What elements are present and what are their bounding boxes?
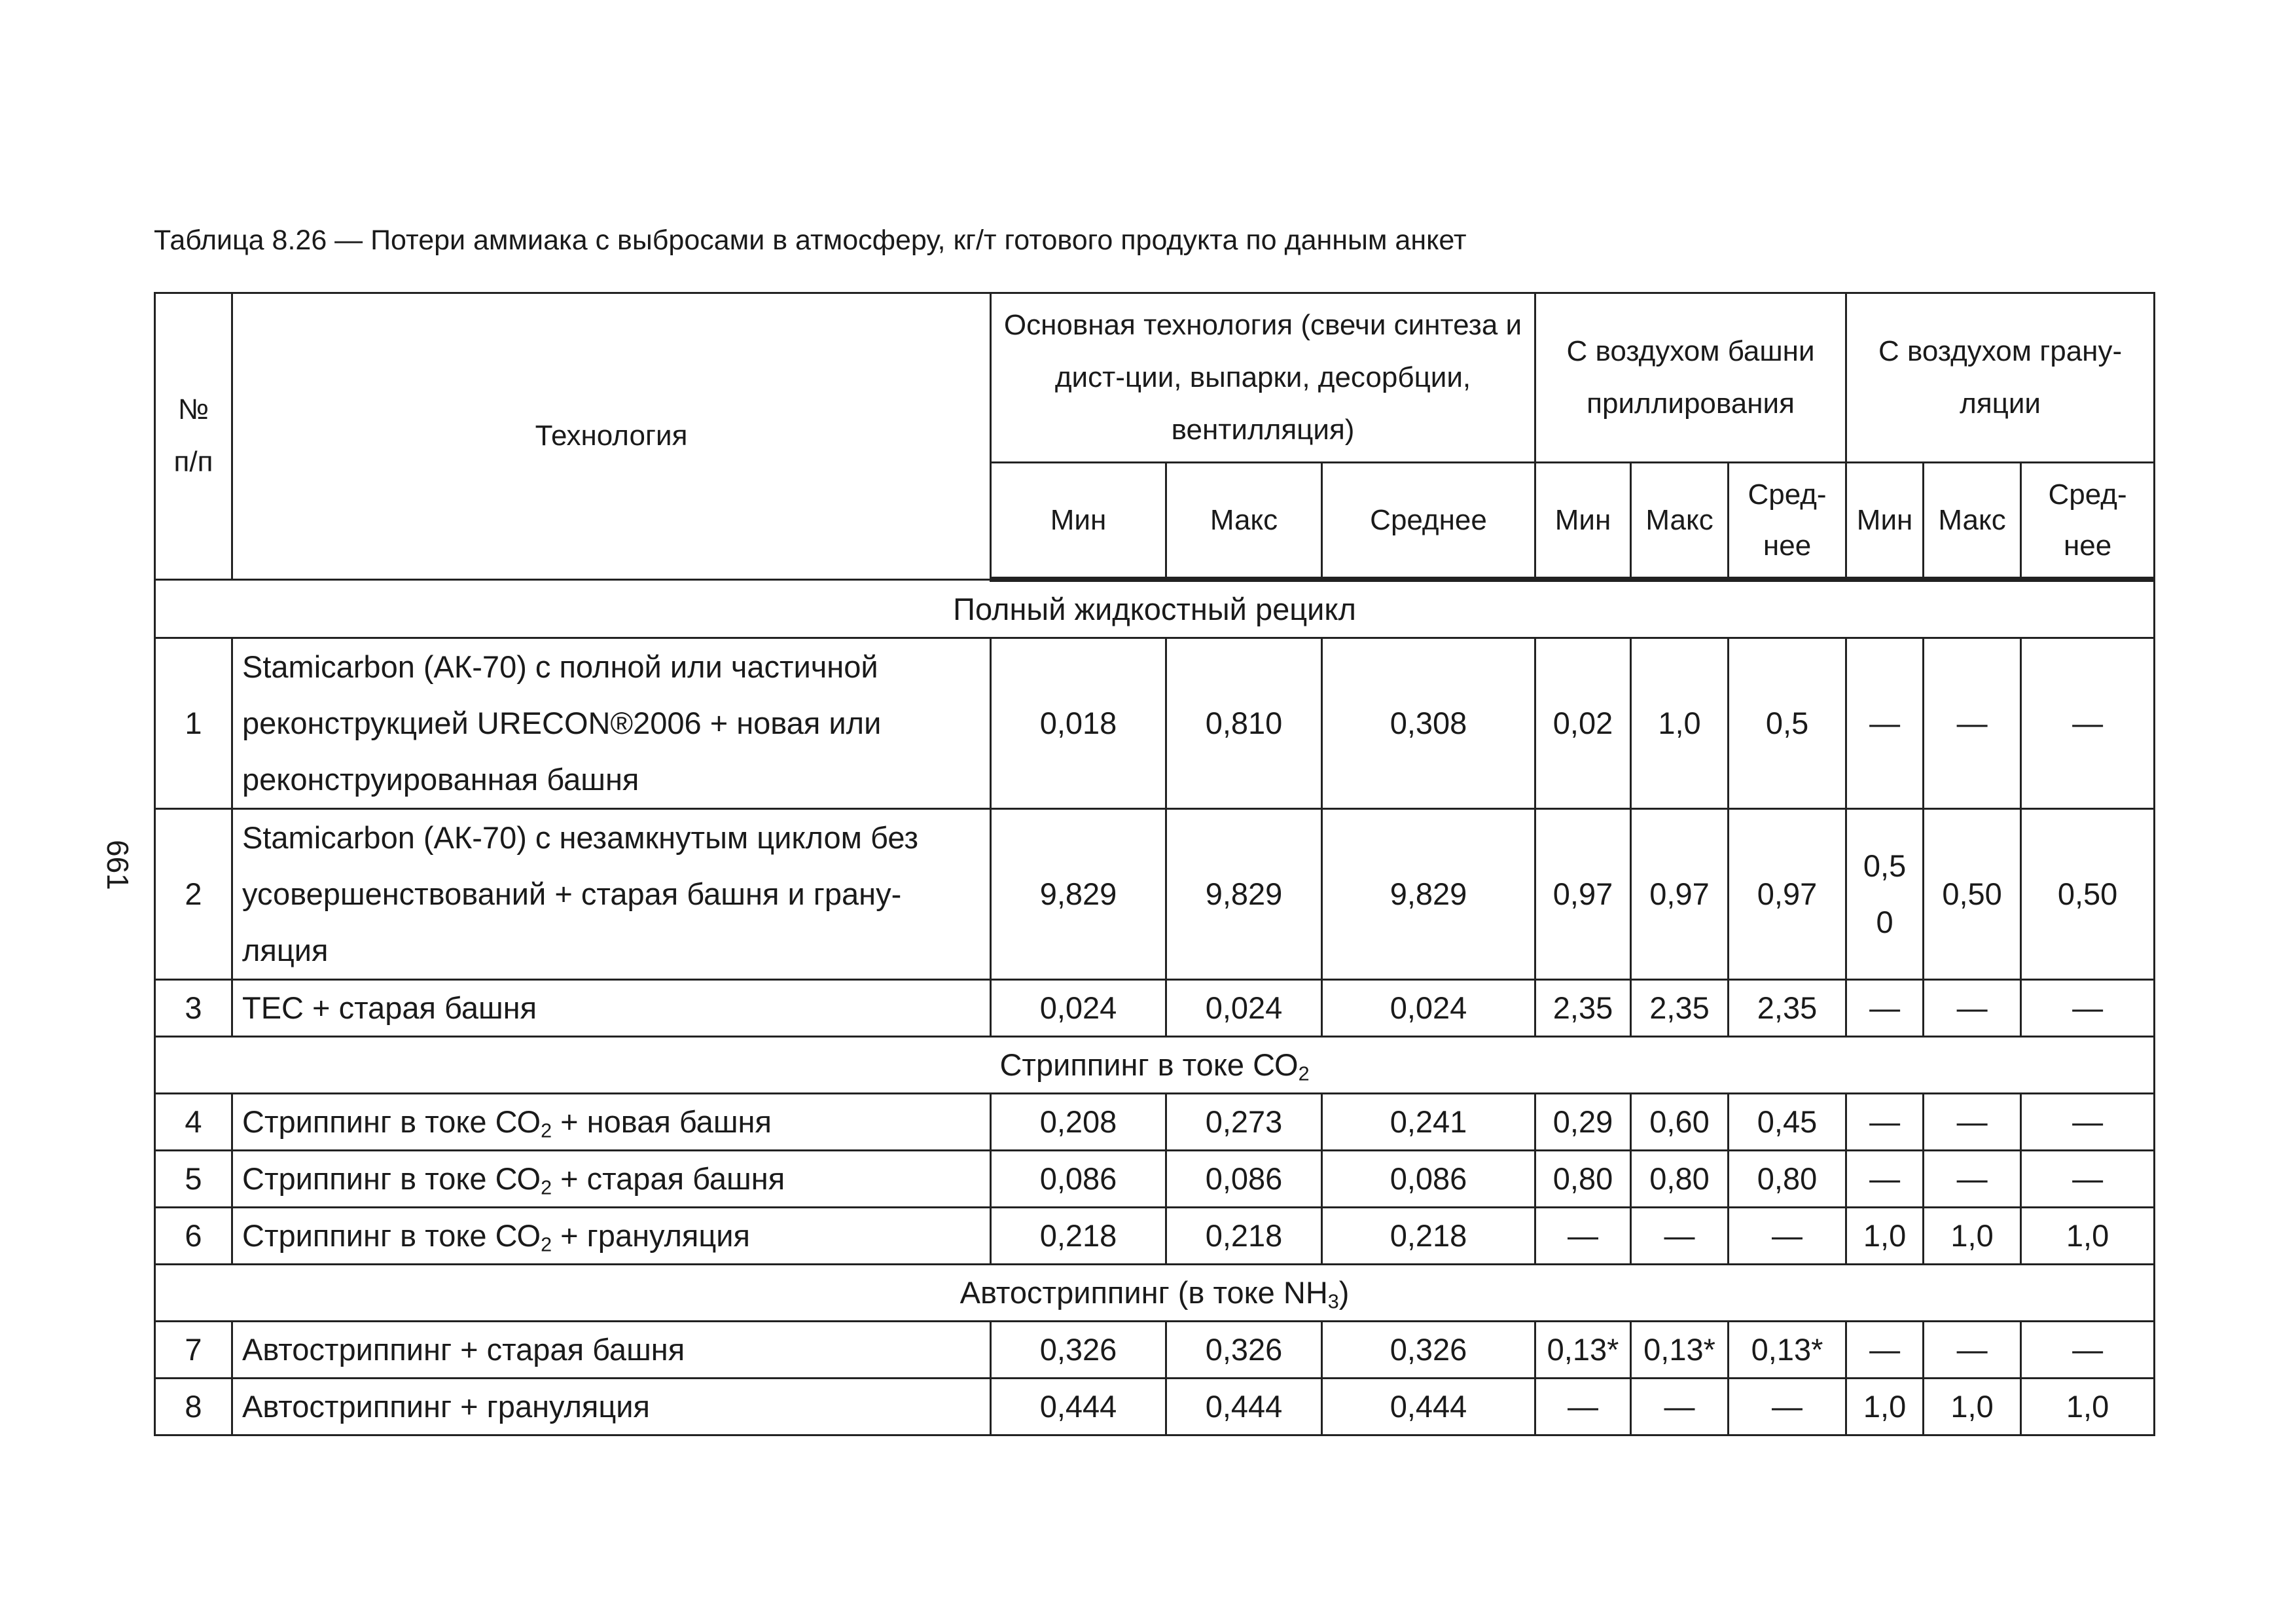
cell-prill-max: 0,97	[1631, 809, 1729, 980]
cell-gran-max: 0,50	[1924, 809, 2021, 980]
cell-gran-avg: 1,0	[2021, 1379, 2155, 1435]
cell-main-max: 0,024	[1166, 980, 1322, 1037]
cell-prill-max: 0,60	[1631, 1094, 1729, 1151]
row-num: 7	[155, 1322, 232, 1379]
row-num: 1	[155, 638, 232, 809]
cell-gran-min: 1,0	[1846, 1379, 1924, 1435]
cell-main-avg: 0,218	[1322, 1208, 1535, 1265]
cell-main-max: 0,444	[1166, 1379, 1322, 1435]
header-gran-avg: Сред-нее	[2021, 463, 2155, 580]
cell-main-avg: 0,444	[1322, 1379, 1535, 1435]
cell-main-min: 0,218	[991, 1208, 1166, 1265]
subscript: 2	[541, 1119, 552, 1142]
subscript: 3	[1327, 1290, 1339, 1313]
cell-prill-max: 0,13*	[1631, 1322, 1729, 1379]
cell-gran-max: —	[1924, 1322, 2021, 1379]
cell-prill-min: 0,02	[1535, 638, 1631, 809]
cell-main-min: 0,086	[991, 1151, 1166, 1208]
cell-main-max: 0,086	[1166, 1151, 1322, 1208]
row-technology	[232, 1208, 991, 1265]
cell-gran-max: —	[1924, 980, 2021, 1037]
row-num: 8	[155, 1379, 232, 1435]
header-main-max: Макс	[1166, 463, 1322, 580]
cell-gran-max: —	[1924, 1151, 2021, 1208]
row-technology: Автостриппинг + грануляция	[232, 1379, 991, 1435]
table-row	[155, 1208, 2155, 1265]
row-technology: Stamicarbon (АК-70) с полной или частичной реконструкцией URECON®2006 + новая или реконструированная башня	[232, 638, 991, 809]
cell-gran-max: 1,0	[1924, 1379, 2021, 1435]
row-technology: Автостриппинг + старая башня	[232, 1322, 991, 1379]
cell-main-min: 0,444	[991, 1379, 1166, 1435]
table-row	[155, 1322, 2155, 1379]
header-main-min: Мин	[991, 463, 1166, 580]
cell-main-avg: 0,308	[1322, 638, 1535, 809]
cell-prill-min: 0,97	[1535, 809, 1631, 980]
section-title-text: Стриппинг в токе СО	[999, 1047, 1299, 1082]
cell-main-avg: 0,024	[1322, 980, 1535, 1037]
cell-prill-min: 0,13*	[1535, 1322, 1631, 1379]
cell-gran-avg: —	[2021, 1151, 2155, 1208]
cell-gran-avg: —	[2021, 638, 2155, 809]
cell-main-min: 0,326	[991, 1322, 1166, 1379]
cell-prill-avg: 0,80	[1729, 1151, 1846, 1208]
header-technology: Технология	[232, 293, 991, 580]
subscript: 2	[541, 1233, 552, 1256]
cell-gran-avg: —	[2021, 980, 2155, 1037]
section-row	[155, 1265, 2155, 1322]
cell-main-avg: 0,086	[1322, 1151, 1535, 1208]
row-technology	[232, 1151, 991, 1208]
cell-main-min: 9,829	[991, 809, 1166, 980]
cell-prill-max: 1,0	[1631, 638, 1729, 809]
cell-main-min: 0,024	[991, 980, 1166, 1037]
row-technology	[232, 1094, 991, 1151]
cell-prill-max: —	[1631, 1208, 1729, 1265]
cell-main-avg: 0,326	[1322, 1322, 1535, 1379]
cell-gran-min: —	[1846, 1322, 1924, 1379]
tech-text: + новая башня	[552, 1104, 772, 1139]
row-num: 2	[155, 809, 232, 980]
cell-main-max: 0,326	[1166, 1322, 1322, 1379]
cell-main-max: 9,829	[1166, 809, 1322, 980]
cell-gran-min: —	[1846, 1151, 1924, 1208]
cell-main-max: 0,810	[1166, 638, 1322, 809]
header-group-gran: С воздухом грану-ляции	[1846, 293, 2155, 463]
row-num: 4	[155, 1094, 232, 1151]
row-technology: Stamicarbon (АК-70) с незамкнутым циклом без усовершенствований + старая башня и грану-ляция	[232, 809, 991, 980]
header-gran-max: Макс	[1924, 463, 2021, 580]
section-title	[155, 1265, 2155, 1322]
cell-main-max: 0,218	[1166, 1208, 1322, 1265]
cell-gran-min: —	[1846, 1094, 1924, 1151]
header-main-avg: Среднее	[1322, 463, 1535, 580]
cell-prill-min: 0,80	[1535, 1151, 1631, 1208]
cell-main-avg: 0,241	[1322, 1094, 1535, 1151]
table-row	[155, 980, 2155, 1037]
header-group-main: Основная технология (свечи синтеза и дист-ции, выпарки, десорбции, вентилляция)	[991, 293, 1535, 463]
row-num: 6	[155, 1208, 232, 1265]
cell-prill-min: 0,29	[1535, 1094, 1631, 1151]
ammonia-losses-table	[154, 292, 2155, 1436]
page-number: 661	[101, 840, 135, 890]
cell-gran-avg: —	[2021, 1322, 2155, 1379]
row-num: 3	[155, 980, 232, 1037]
section-title-text: )	[1338, 1275, 1350, 1310]
section-row	[155, 1037, 2155, 1094]
header-row-1	[155, 293, 2155, 463]
header-prill-min: Мин	[1535, 463, 1631, 580]
cell-gran-min: —	[1846, 638, 1924, 809]
table-row	[155, 1094, 2155, 1151]
cell-prill-avg: 0,97	[1729, 809, 1846, 980]
subscript: 2	[541, 1176, 552, 1199]
cell-main-avg: 9,829	[1322, 809, 1535, 980]
cell-gran-max: —	[1924, 1094, 2021, 1151]
tech-text: + старая башня	[552, 1161, 785, 1196]
section-title-text: Автостриппинг (в токе NH	[960, 1275, 1328, 1310]
section-title: Полный жидкостный рецикл	[155, 579, 2155, 638]
cell-prill-avg: 2,35	[1729, 980, 1846, 1037]
tech-text: Стриппинг в токе СО	[242, 1218, 541, 1253]
subscript: 2	[1298, 1062, 1310, 1085]
header-prill-avg: Сред-нее	[1729, 463, 1846, 580]
section-title	[155, 1037, 2155, 1094]
cell-gran-max: 1,0	[1924, 1208, 2021, 1265]
cell-gran-avg: 0,50	[2021, 809, 2155, 980]
header-prill-max: Макс	[1631, 463, 1729, 580]
cell-gran-max: —	[1924, 638, 2021, 809]
cell-prill-max: 2,35	[1631, 980, 1729, 1037]
tech-text: + грануляция	[552, 1218, 751, 1253]
cell-prill-avg: 0,13*	[1729, 1322, 1846, 1379]
cell-main-min: 0,018	[991, 638, 1166, 809]
tech-text: Стриппинг в токе СО	[242, 1161, 541, 1196]
cell-gran-avg: 1,0	[2021, 1208, 2155, 1265]
cell-gran-avg: —	[2021, 1094, 2155, 1151]
header-gran-min: Мин	[1846, 463, 1924, 580]
cell-prill-avg: —	[1729, 1208, 1846, 1265]
cell-gran-min: —	[1846, 980, 1924, 1037]
table-row	[155, 1379, 2155, 1435]
cell-prill-avg: —	[1729, 1379, 1846, 1435]
cell-prill-avg: 0,5	[1729, 638, 1846, 809]
row-technology: ТЕС + старая башня	[232, 980, 991, 1037]
header-group-prill: С воздухом башни приллирования	[1535, 293, 1846, 463]
cell-gran-min: 1,0	[1846, 1208, 1924, 1265]
cell-prill-min: 2,35	[1535, 980, 1631, 1037]
section-row	[155, 579, 2155, 638]
cell-prill-min: —	[1535, 1379, 1631, 1435]
cell-prill-min: —	[1535, 1208, 1631, 1265]
cell-prill-max: 0,80	[1631, 1151, 1729, 1208]
table-caption: Таблица 8.26 — Потери аммиака с выбросами в атмосферу, кг/т готового продукта по данным анкет	[154, 225, 1467, 256]
table-row	[155, 809, 2155, 980]
tech-text: Стриппинг в токе СО	[242, 1104, 541, 1139]
cell-prill-max: —	[1631, 1379, 1729, 1435]
cell-main-min: 0,208	[991, 1094, 1166, 1151]
cell-main-max: 0,273	[1166, 1094, 1322, 1151]
table-row	[155, 1151, 2155, 1208]
cell-prill-avg: 0,45	[1729, 1094, 1846, 1151]
header-num: № п/п	[155, 293, 232, 580]
table-row	[155, 638, 2155, 809]
row-num: 5	[155, 1151, 232, 1208]
cell-gran-min: 0,50	[1846, 809, 1924, 980]
